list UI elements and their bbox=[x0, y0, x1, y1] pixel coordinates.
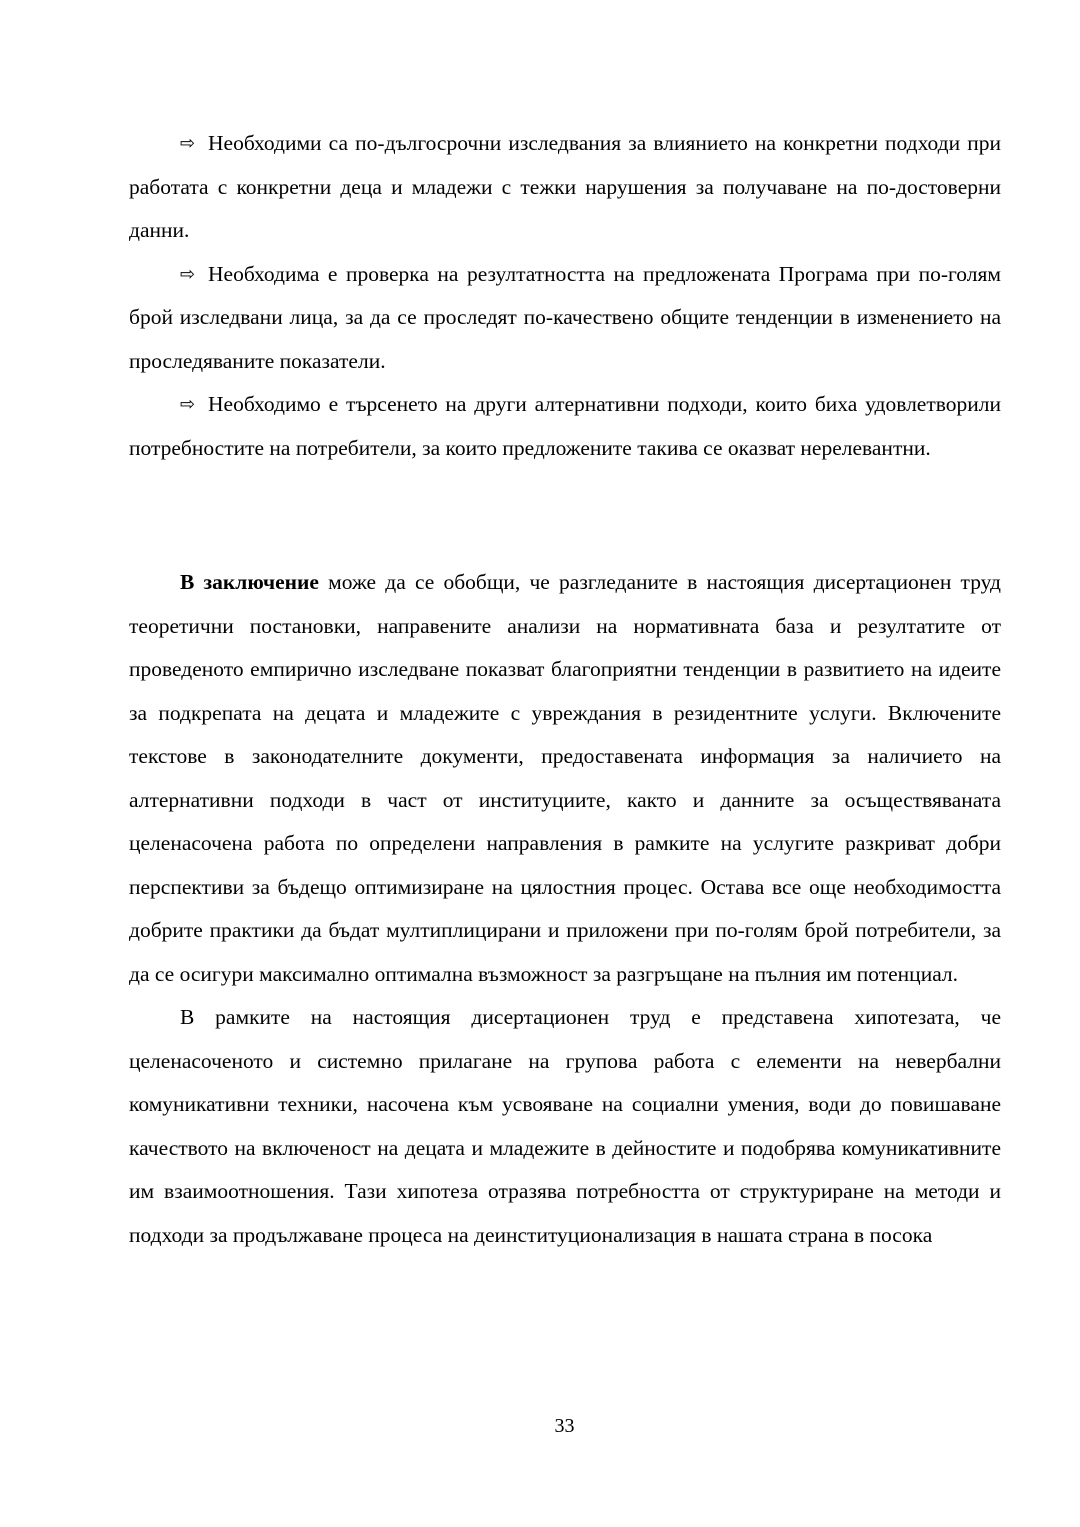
conclusion-lead: В заключение bbox=[180, 570, 319, 594]
right-arrow-icon: ⇨ bbox=[180, 133, 196, 154]
recommendations-list bbox=[129, 122, 1001, 470]
right-arrow-icon: ⇨ bbox=[180, 394, 196, 415]
page-number: 33 bbox=[554, 1415, 575, 1437]
recommendation-text: Необходими са по-дългосрочни изследвания за влиянието на конкретни подходи при работата с конкретни деца и младежи с тежки нарушения за получаване на по-достоверни данни. bbox=[129, 131, 1001, 242]
recommendation-item bbox=[129, 122, 1001, 253]
conclusion-paragraph bbox=[129, 561, 1001, 996]
recommendation-item bbox=[129, 383, 1001, 470]
right-arrow-icon: ⇨ bbox=[180, 263, 196, 285]
hypothesis-paragraph: В рамките на настоящия дисертационен труд е представена хипотезата, че целенасоченото и системно прилагане на групова работа с елементи на невербални комуникативни техники, насочена към усвояване на социални умения, води до повишаване качеството на включеност на децата и младежите в дейностите и подобрява комуникативните им взаимоотношения. Тази хипотеза отразява потребността от структуриране на методи и подходи за продължаване процеса на деинституционализация в нашата страна в посока bbox=[129, 1005, 1001, 1247]
recommendation-text: Необходима е проверка на резултатността на предложената Програма при по-голям брой изследвани лица, за да се проследят по-качествено общите тенденции в изменението на проследяваните показатели. bbox=[129, 261, 1001, 373]
conclusion-section bbox=[129, 561, 1001, 1257]
recommendation-text: Необходимо е търсенето на други алтернативни подходи, които биха удовлетворили потребностите на потребители, за които предложените такива се оказват нерелевантни. bbox=[129, 392, 1001, 460]
conclusion-text: може да се обобщи, че разгледаните в настоящия дисертационен труд теоретични постановки, направените анализи на нормативната база и резултатите от проведеното емпирично изследване показват благоприятни тенденции в развитието на идеите за подкрепата на децата и младежите с увреждания в резидентните услуги. Включените текстове в законодателните документи, предоставената информация за наличието на алтернативни подходи в част от институциите, както и данните за осъществяваната целенасочена работа по определени направления в рамките на услугите разкриват добри перспективи за бъдещо оптимизиране на цялостния процес. Остава все още необходимостта добрите практики да бъдат мултиплицирани и приложени при по-голям брой потребители, за да се осигури максимално оптимална възможност за разгръщане на пълния им потенциал. bbox=[129, 570, 1001, 986]
recommendation-item bbox=[129, 253, 1001, 384]
